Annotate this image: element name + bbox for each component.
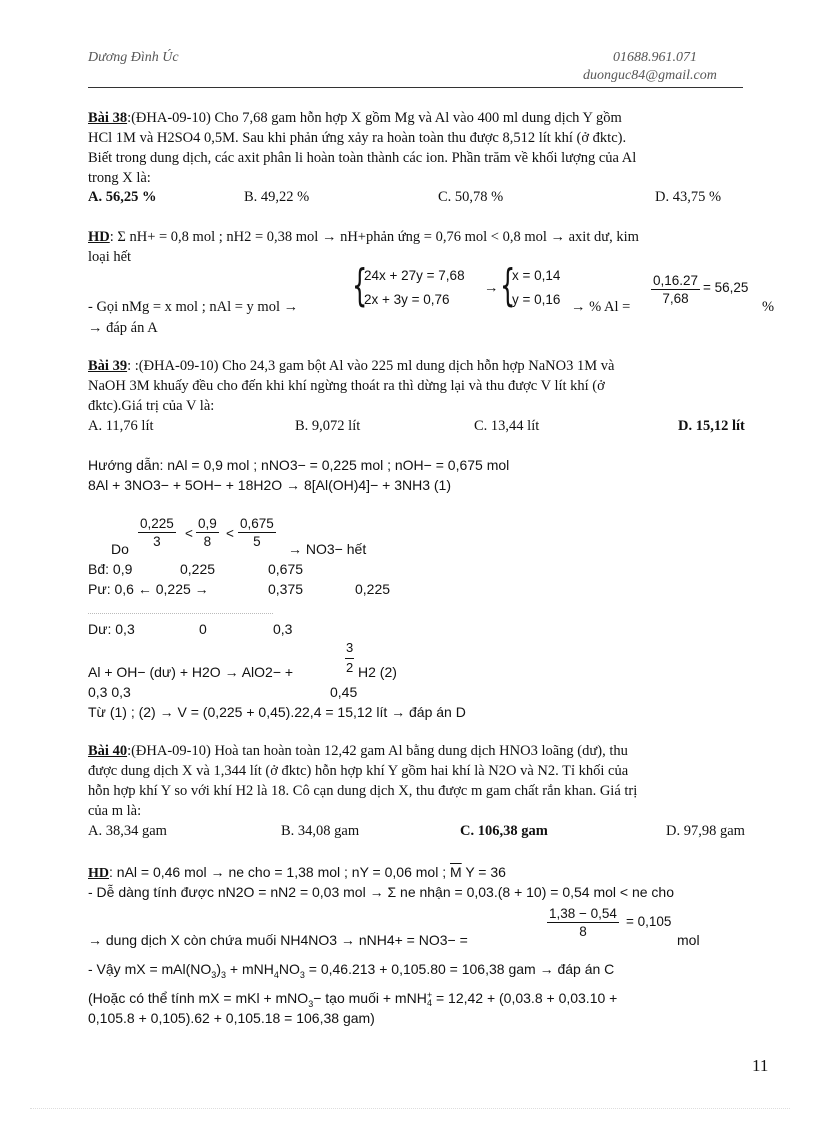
q40-hd-line3: → dung dịch X còn chứa muối NH4NO3 → nNH4+ = NO3− = <box>88 932 468 948</box>
q38-line1 <box>88 110 622 127</box>
q39-option-c: C. 13,44 lít <box>474 418 540 434</box>
q39-fraction-1 <box>138 516 176 549</box>
q40-fraction <box>547 906 619 939</box>
q40-line4: của m là: <box>88 803 142 819</box>
header-author: Dương Đình Úc <box>88 50 179 65</box>
q40-line3: hỗn hợp khí Y so với khí H2 là 18. Cô cạn dung dịch X, thu được m gam chất rắn khan. Giá trị <box>88 783 638 799</box>
q40-hd4-sub3: 4 <box>273 969 279 980</box>
q39-do-label: Do <box>111 541 129 557</box>
q40-option-b: B. 34,08 gam <box>281 823 360 839</box>
q40-hd-line2: - Dễ dàng tính được nN2O = nN2 = 0,03 mol → Σ ne nhận = 0,03.(8 + 10) = 0,54 mol < ne cho <box>88 884 675 900</box>
q40-hd5-sub1: 3 <box>308 998 314 1009</box>
q38-option-b: B. 49,22 % <box>244 189 310 205</box>
q38-percent-sign: % <box>762 299 775 315</box>
q39-row-initial: Bđ: 0,9 <box>88 561 133 577</box>
q38-line2: HCl 1M và H2SO4 0,5M. Sau khi phản ứng xảy ra hoàn toàn thu được 8,512 lít khí (ở đktc). <box>88 130 627 146</box>
q40-hd4-b: ) <box>216 961 221 977</box>
q39-equation-2-coef-den: 2 <box>346 660 354 675</box>
q39-result: Từ (1) ; (2) → V = (0,225 + 0,45).22,4 = 15,12 lít → đáp án D <box>88 704 466 720</box>
q40-hd5-b: − tạo muối + mNH <box>313 990 427 1006</box>
header-rule <box>88 87 743 88</box>
q40-hd-line6: 0,105.8 + 0,105).62 + 0,105.18 = 106,38 gam) <box>88 1010 375 1026</box>
q38-line4: trong X là: <box>88 170 151 186</box>
q39-equation-2: Al + OH− (dư) + H2O → AlO2− + <box>88 664 294 680</box>
q38-arrow: → <box>484 280 499 296</box>
q40-hd5-sub2: 4 <box>426 998 432 1009</box>
q39-guide-line2: 8Al + 3NO3− + 5OH− + 18H2O → 8[Al(OH)4]− + 3NH3 (1) <box>88 477 451 493</box>
system-brace-1: { <box>352 260 368 311</box>
header-phone: 01688.961.071 <box>613 50 697 65</box>
q40-line1 <box>88 743 628 760</box>
page-number: 11 <box>752 1056 769 1075</box>
q40-hd4-e: = 0,46.213 + 0,105.80 = 106,38 gam → đáp án C <box>304 961 615 977</box>
q40-hd4-a: - Vậy mX = mAl(NO <box>88 961 212 977</box>
q40-text1: :(ĐHA-09-10) Hoà tan hoàn toàn 12,42 gam Al bằng dung dịch HNO3 loãng (dư), thu <box>127 743 628 759</box>
q38-fraction-numerator: 0,16.27 <box>653 273 699 288</box>
q40-option-a: A. 38,34 gam <box>88 823 167 839</box>
q40-option-c: C. 106,38 gam <box>460 823 548 839</box>
q39-fraction-2-num: 0,9 <box>198 516 217 531</box>
q39-option-a: A. 11,76 lít <box>88 418 154 434</box>
q40-option-d: D. 97,98 gam <box>666 823 745 839</box>
q39-equation-2-values-right: 0,45 <box>330 684 358 700</box>
q38-system1-eq1: 24x + 27y = 7,68 <box>364 268 465 283</box>
q38-fraction <box>651 273 700 306</box>
q39-fraction-3 <box>238 516 276 549</box>
q38-option-d: D. 43,75 % <box>655 189 722 205</box>
q40-line2: được dung dịch X và 1,344 lít (ở đktc) hỗn hợp khí Y gồm hai khí là N2O và N2. Tỉ khối của <box>88 763 629 779</box>
q39-row-initial-nitrate: 0,225 <box>180 561 216 577</box>
q38-fraction-result: = 56,25 <box>703 280 749 295</box>
q40-hd5-sup: + <box>426 990 433 1001</box>
q39-row-remaining-hydroxide: 0,3 <box>273 621 293 637</box>
q38-hd-line2: loại hết <box>88 249 132 265</box>
header-email: duonguc84@gmail.com <box>583 68 717 83</box>
q39-line1 <box>88 358 614 375</box>
q39-equation-2-coef-num: 3 <box>346 640 354 655</box>
q39-row-reacted-ammonia: 0,225 <box>355 581 391 597</box>
q40-hd-text1: : nAl = 0,46 mol → ne cho = 1,38 mol ; nY = 0,06 mol ; <box>109 864 447 880</box>
q39-option-b: B. 9,072 lít <box>295 418 361 434</box>
q39-equation-2-frac-bar <box>345 658 354 659</box>
q38-hd-line1 <box>88 229 639 246</box>
q39-less-than-2: < <box>226 526 234 541</box>
system-brace-2: { <box>500 260 516 311</box>
q39-fraction-1-num: 0,225 <box>140 516 174 531</box>
q38-hd-line3: - Gọi nMg = x mol ; nAl = y mol → <box>88 299 299 315</box>
q40-hd4-sub4: 3 <box>299 969 305 980</box>
q38-system2-eq1: x = 0,14 <box>512 268 561 283</box>
q39-less-than-1: < <box>185 526 193 541</box>
q38-option-c: C. 50,78 % <box>438 189 504 205</box>
q39-line2: NaOH 3M khuấy đều cho đến khi khí ngừng thoát ra thì dừng lại và thu được V lít khí (ở <box>88 378 605 394</box>
q38-text1: :(ĐHA-09-10) Cho 7,68 gam hỗn hợp X gồm Mg và Al vào 400 ml dung dịch Y gồm <box>127 110 622 126</box>
q40-hd4-sub2: 3 <box>220 969 226 980</box>
q39-row-initial-hydroxide: 0,675 <box>268 561 304 577</box>
q38-label: Bài 38 <box>88 110 128 126</box>
q38-fraction-denominator: 7,68 <box>662 291 689 306</box>
q39-line3: đktc).Giá trị của V là: <box>88 398 215 414</box>
q38-hd-label: HD <box>88 229 110 245</box>
q39-equation-2-values-left: 0,3 0,3 <box>88 684 131 700</box>
q38-hd-line4: → đáp án A <box>88 320 158 336</box>
q39-fraction-2 <box>196 516 219 549</box>
q39-fraction-3-den: 5 <box>253 534 261 549</box>
q39-guide-line1: Hướng dẫn: nAl = 0,9 mol ; nNO3− = 0,225 mol ; nOH− = 0,675 mol <box>88 457 510 473</box>
q40-hd4-d: NO <box>278 961 300 977</box>
q38-system1-eq2: 2x + 3y = 0,76 <box>364 292 450 307</box>
q39-fraction-2-den: 8 <box>203 534 212 549</box>
q40-label: Bài 40 <box>88 743 128 759</box>
q39-row-remaining-nitrate: 0 <box>199 621 207 637</box>
q39-text1: : :(ĐHA-09-10) Cho 24,3 gam bột Al vào 225 ml dung dịch hỗn hợp NaNO3 1M và <box>127 358 615 374</box>
q40-hd-line4 <box>88 961 614 980</box>
q39-fraction-3-num: 0,675 <box>240 516 274 531</box>
q39-label: Bài 39 <box>88 358 128 374</box>
q39-option-d: D. 15,12 lít <box>678 418 745 434</box>
q38-percent-al-label: → % Al = <box>571 299 631 315</box>
q39-row-remaining: Dư: 0,3 <box>88 621 135 637</box>
q38-system2-eq2: y = 0,16 <box>512 292 561 307</box>
q38-line3: Biết trong dung dịch, các axit phân li hoàn toàn thành các ion. Phần trăm về khối lượng của Al <box>88 150 637 166</box>
q40-hd-text1b: Y = 36 <box>465 864 506 880</box>
q40-fraction-numerator: 1,38 − 0,54 <box>549 906 617 921</box>
q40-hd-line1 <box>88 864 506 882</box>
q40-mol-unit: mol <box>677 932 700 948</box>
q40-hd-line5 <box>88 990 617 1009</box>
q40-fraction-result: = 0,105 <box>626 914 672 929</box>
q39-fraction-1-den: 3 <box>153 534 161 549</box>
q40-hd4-c: + mNH <box>226 961 274 977</box>
q38-hd-text1: : Σ nH+ = 0,8 mol ; nH2 = 0,38 mol → nH+phản ứng = 0,76 mol < 0,8 mol → axit dư, kim <box>109 229 639 245</box>
q38-option-a: A. 56,25 % <box>88 189 157 205</box>
q40-hd5-c: = 12,42 + (0,03.8 + 0,03.10 + <box>432 990 618 1006</box>
dotted-separator <box>88 613 273 614</box>
bottom-dotted-line <box>30 1108 790 1109</box>
q39-row-reacted-hydroxide: 0,375 <box>268 581 304 597</box>
q40-fraction-denominator: 8 <box>579 924 587 939</box>
q40-hd4-sub1: 3 <box>211 969 217 980</box>
q40-hd5-a: (Hoặc có thể tính mX = mKl + mNO <box>88 990 309 1006</box>
q40-hd-label: HD <box>88 866 109 881</box>
q39-nitrate-used-up: → NO3− hết <box>288 541 367 557</box>
q39-equation-2-end: H2 (2) <box>358 664 397 680</box>
q39-row-reacted: Pư: 0,6 ← 0,225 → <box>88 581 209 597</box>
q40-hd-molar-mass-symbol: $\overline{M}$ <box>450 864 462 880</box>
